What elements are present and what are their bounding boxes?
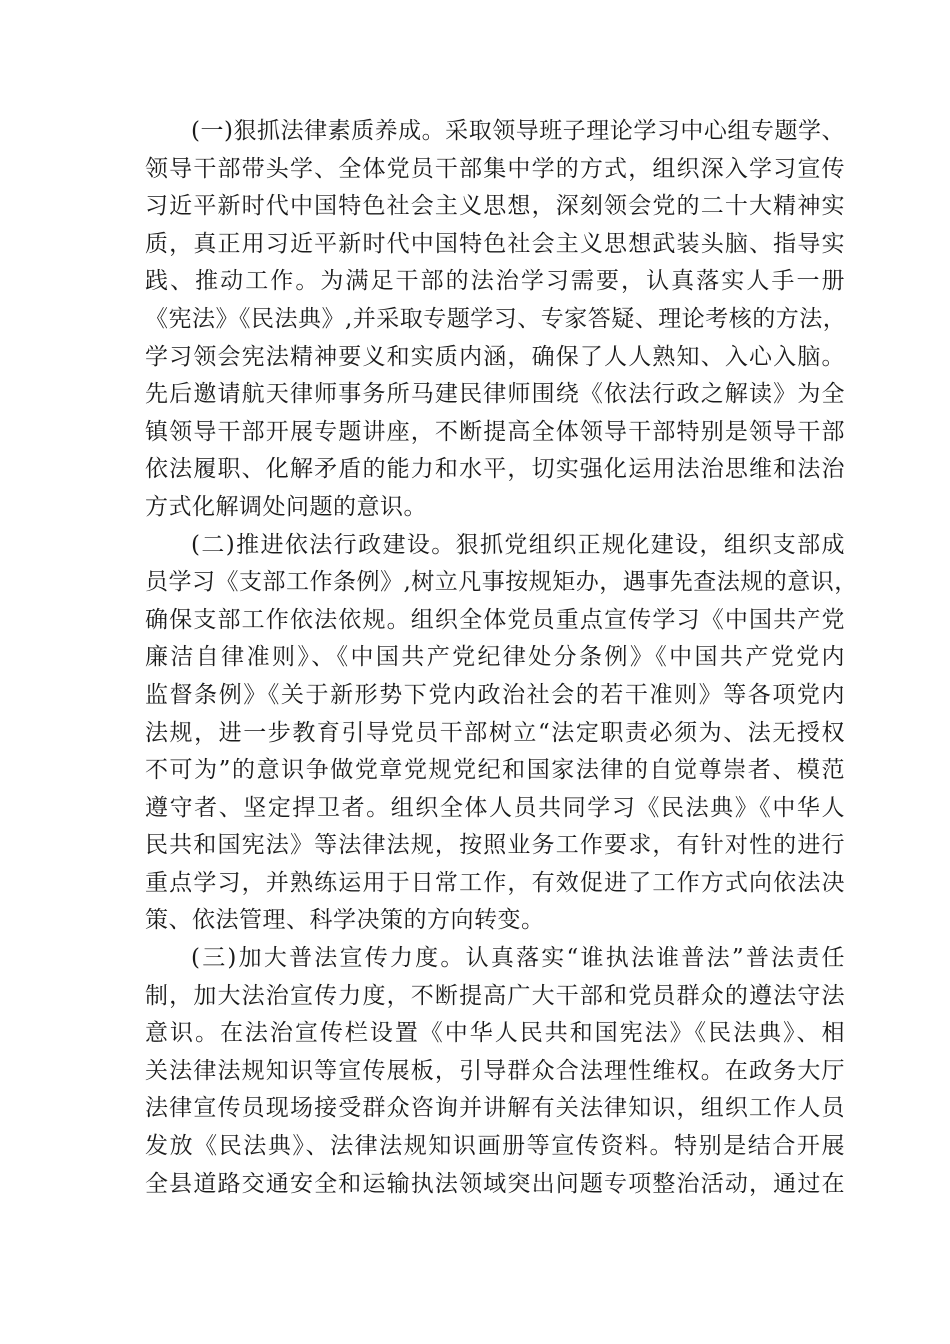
paragraph-1-line: 领导干部带头学、全体党员干部集中学的方式，组织深入学习宣传	[145, 155, 845, 182]
paragraph-1-line: 依法履职、化解矛盾的能力和水平，切实强化运用法治思维和法治	[145, 456, 845, 483]
paragraph-2-line: 民共和国宪法》等法律法规，按照业务工作要求，有针对性的进行	[145, 832, 845, 859]
paragraph-2-line: (二)推进依法行政建设。狠抓党组织正规化建设，组织支部成	[191, 531, 845, 558]
paragraph-3-line: 发放《民法典》、法律法规知识画册等宣传资料。特别是结合开展	[145, 1133, 845, 1160]
paragraph-1-line: 践、推动工作。为满足干部的法治学习需要，认真落实人手一册	[145, 268, 845, 295]
paragraph-2-line: 法规，进一步教育引导党员干部树立“法定职责必须为、法无授权	[145, 719, 845, 746]
paragraph-2-line: 员学习《支部工作条例》,树立凡事按规矩办，遇事先查法规的意识，	[145, 569, 858, 596]
paragraph-1-line: 方式化解调处问题的意识。	[145, 493, 427, 520]
paragraph-2-line: 遵守者、坚定捍卫者。组织全体人员共同学习《民法典》《中华人	[145, 794, 845, 821]
paragraph-1-line: 镇领导干部开展专题讲座，不断提高全体领导干部特别是领导干部	[145, 418, 845, 445]
paragraph-1-line: (一)狠抓法律素质养成。采取领导班子理论学习中心组专题学、	[191, 118, 845, 144]
paragraph-3-line: 意识。在法治宣传栏设置《中华人民共和国宪法》《民法典》、相	[145, 1020, 845, 1047]
paragraph-3-line: 法律宣传员现场接受群众咨询并讲解有关法律知识，组织工作人员	[145, 1095, 845, 1122]
paragraph-2-line: 廉洁自律准则》、《中国共产党纪律处分条例》《中国共产党党内	[145, 644, 845, 671]
paragraph-2-line: 策、依法管理、科学决策的方向转变。	[145, 907, 545, 934]
paragraph-1-line: 习近平新时代中国特色社会主义思想，深刻领会党的二十大精神实	[145, 193, 845, 220]
paragraph-2-line: 重点学习，并熟练运用于日常工作，有效促进了工作方式向依法决	[145, 869, 845, 896]
paragraph-3-line: (三)加大普法宣传力度。认真落实“谁执法谁普法”普法责任	[191, 945, 845, 972]
paragraph-3-line: 制，加大法治宣传力度，不断提高广大干部和党员群众的遵法守法	[145, 982, 845, 1009]
paragraph-1-line: 学习领会宪法精神要义和实质内涵，确保了人人熟知、入心入脑。	[145, 343, 845, 370]
paragraph-2-line: 监督条例》《关于新形势下党内政治社会的若干准则》等各项党内	[145, 681, 845, 708]
paragraph-3-line: 关法律法规知识等宣传展板，引导群众合法理性维权。在政务大厅	[145, 1057, 845, 1084]
paragraph-1-line: 质，真正用习近平新时代中国特色社会主义思想武装头脑、指导实	[145, 230, 845, 257]
paragraph-2-line: 不可为”的意识争做党章党规党纪和国家法律的自觉尊崇者、模范	[145, 757, 845, 784]
paragraph-1-line: 《宪法》《民法典》,并采取专题学习、专家答疑、理论考核的方法，	[145, 305, 847, 332]
paragraph-1-line: 先后邀请航天律师事务所马建民律师围绕《依法行政之解读》为全	[145, 381, 845, 408]
paragraph-3-line: 全县道路交通安全和运输执法领域突出问题专项整治活动，通过在	[145, 1170, 845, 1197]
paragraph-2-line: 确保支部工作依法依规。组织全体党员重点宣传学习《中国共产党	[145, 606, 845, 633]
document-body	[145, 113, 858, 1203]
